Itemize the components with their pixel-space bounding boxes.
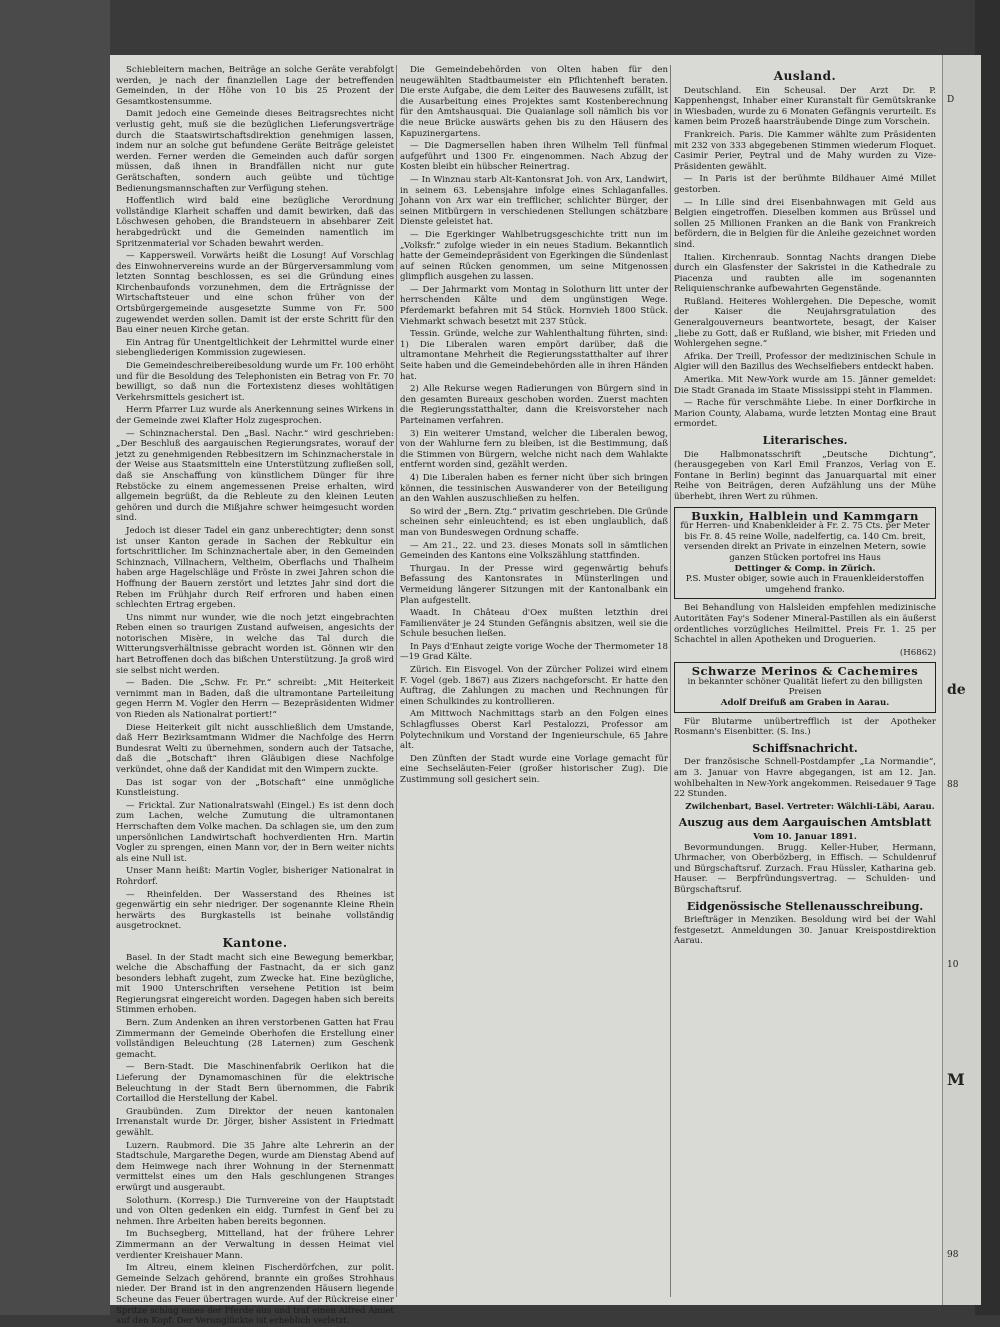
strip-fragment: 98: [947, 1250, 959, 1260]
article-paragraph: — Bern-Stadt. Die Maschinenfabrik Oerlikon hat die Lieferung der Dynamomaschinen für die elektrische Beleuchtung in der Stadt Bern übernommen, die Fabrik Cortaillod die Herstellung der Kabel.: [116, 1062, 394, 1105]
article-paragraph: 3) Ein weiterer Umstand, welcher die Liberalen bewog, von der Wahlurne fern zu bleiben, ist die Bestimmung, daß die Stimmen von Bürgern, welche nicht nach dem Wahlakte entfernt worden sind, gezählt werden.: [400, 428, 668, 471]
article-paragraph: Ein Antrag für Unentgeltlichkeit der Lehrmittel wurde einer siebengliederigen Kommission zugewiesen.: [116, 337, 394, 359]
article-paragraph: Bern. Zum Andenken an ihren verstorbenen Gatten hat Frau Zimmermann der Gemeinde Oberhofen die Erstellung einer vollständigen Beleuchtung (28 Laternen) zum Geschenk gemacht.: [116, 1018, 394, 1060]
column-right: [674, 65, 936, 1297]
article-paragraph: Deutschland. Ein Scheusal. Der Arzt Dr. P. Kappenhengst, Inhaber einer Kuranstalt für Gemütskranke in Wiesbaden, wurde zu 6 Monaten Gefängnis verurteilt. Es kamen beim Prozeß haarsträubende Dinge zum Vorschein.: [674, 85, 936, 128]
article-paragraph: Im Buchsegberg, Mittelland, hat der frühere Lehrer Zimmermann an der Verwaltung in dessen Heimat viel verdienter Kreishauer Mann.: [116, 1229, 394, 1261]
article-paragraph: — Baden. Die „Schw. Fr. Pr.“ schreibt: „Mit Heiterkeit vernimmt man in Baden, daß die ultramontane Parteileitung gegen Herrn M. Vogler den Herrn — Bezepräsidenten Widmer von Rieden als Nationalrat portiert!“: [116, 678, 394, 721]
article-paragraph: Amerika. Mit New-York wurde am 15. Jänner gemeldet: Die Stadt Granada im Staate Mississippi steht in Flammen.: [674, 375, 936, 396]
article-paragraph: Tessin. Gründe, welche zur Wahlenthaltung führten, sind: 1) Die Liberalen waren empört darüber, daß die ultramontane Mehrheit die Regierungsstatthalter auf ihrer Seite haben und die Gemeindebehörden alle in ihren Händen hat.: [400, 329, 668, 382]
ad-firm: Dettinger & Comp. in Zürich.: [734, 563, 876, 574]
article-paragraph: Die Gemeindebehörden von Olten haben für den neugewählten Stadtbaumeister ein Pflichtenheft beraten. Die erste Aufgabe, die dem Leiter des Bauwesens zufällt, ist die Ausarbeitung eines Projektes samt Kostenberechnung für den Amtshausquai. Die Quaianlage soll nämlich bis vor die neue Brücke auswärts gehen bis zu den Häusern des Kapuzinergartens.: [400, 65, 668, 139]
article-paragraph: Briefträger in Menziken. Besoldung wird bei der Wahl festgesetzt. Anmeldungen 30. Januar Kreispostdirektion Aarau.: [674, 915, 936, 947]
strip-fragment: 10: [947, 960, 959, 970]
article-paragraph: — Der Jahrmarkt vom Montag in Solothurn litt unter der herrschenden Kälte und dem ungünstigen Wege. Pferdemarkt befahren mit 54 Stück. Hornvieh 1800 Stück. Viehmarkt schwach besetzt mit 237 Stück.: [400, 284, 668, 327]
article-paragraph: Uns nimmt nur wunder, wie die noch jetzt eingebrachten Reben einen so traurigen Zustand aufweisen, angesichts der notorischen Misère, in welche das Tal durch die Witterungsverhältnisse gebracht worden ist. Gönnen wir den hart Betroffenen doch das bißchen Unterstützung. Ja groß wird sie selbst nicht werden.: [116, 612, 394, 676]
article-paragraph: Die Gemeindeschreibereibesoldung wurde um Fr. 100 erhöht und für die Besoldung des Telephonisten ein Betrag von Fr. 70 bewilligt, so daß nun die Fortexistenz dieses wohltätigen Verkehrsmittels gesichert ist.: [116, 361, 394, 403]
scan-background-left: [0, 0, 110, 1315]
article-paragraph: Thurgau. In der Presse wird gegenwärtig behufs Befassung des Kantonsrates in Münsterlingen und Vermeidung längerer Sitzungen mit der Kantonalbank ein Plan aufgestellt.: [400, 563, 668, 606]
article-paragraph: Frankreich. Paris. Die Kammer wählte zum Präsidenten mit 232 von 333 abgegebenen Stimmen wiederum Floquet. Casimir Perier, Peytral und de Mahy wurden zu Vize-Präsidenten gewählt.: [674, 129, 936, 172]
article-paragraph: Der französische Schnell-Postdampfer „La Normandie“, am 3. Januar von Havre abgegangen, ist am 12. Jan. wohlbehalten in New-York angekommen. Reisedauer 9 Tage 22 Stunden.: [674, 757, 936, 800]
article-paragraph: Am Mittwoch Nachmittags starb an den Folgen eines Schlagflusses Oberst Karl Pestalozzi, Professor am Polytechnikum und Vorstand der Ingenieurschule, 65 Jahre alt.: [400, 709, 668, 752]
article-paragraph: Unser Mann heißt: Martin Vogler, bisheriger Nationalrat in Rohrdorf.: [116, 866, 394, 887]
article-paragraph: — Rheinfelden. Der Wasserstand des Rheines ist gegenwärtig ein sehr niedriger. Der sogenannte Kleine Rhein herwärts des Burgkastells ist beinahe vollständig ausgetrocknet.: [116, 889, 394, 932]
section-heading-kantone: Kantone.: [222, 935, 288, 950]
article-paragraph: Graubünden. Zum Direktor der neuen kantonalen Irrenanstalt wurde Dr. Jörger, bisher Assistent in Friedmatt gewählt.: [116, 1106, 394, 1138]
article-paragraph: Das ist sogar von der „Botschaft“ eine unmögliche Kunstleistung.: [116, 777, 394, 799]
article-paragraph: — Die Egerkinger Wahlbetrugsgeschichte tritt nun im „Volksfr.“ zufolge wieder in ein neues Stadium. Bekanntlich hatte der Gemeindepräsident von Egerkingen die Sündenlast auf seinen Rücken genommen, um seine Mitgenossen glimpflich ausgehen zu lassen.: [400, 229, 668, 283]
section-heading-stellen: Eidgenössische Stellenausschreibung.: [686, 899, 924, 913]
ad-title: Schwarze Merinos & Cachemires: [691, 664, 919, 679]
article-paragraph: Bevormundungen. Brugg. Keller-Huber, Hermann, Uhrmacher, von Oberbözberg, in Effisch. — Schuldenruf und Bürgschaftsruf. Zurzach. Frau Hüssler, Katharina geb. Hauser. — Berpfründungsvertrag. — Schulden- und Bürgschaftsruf.: [674, 842, 936, 895]
ad-title: Buxkin, Halblein und Kammgarn: [691, 508, 919, 523]
article-paragraph: Jedoch ist dieser Tadel ein ganz unberechtigter; denn sonst ist unser Kanton gerade in Sachen der Rebkultur ein fortschrittlicher. Im Schinznachertale aber, in den Gemeinden Schinznach, Villnachern, Veltheim, Oberflachs und Thalheim haben arge Hagelschläge und Fröste in zwei Jahren schon die Hoffnung der Bauern zerstört und letztes Jahr sind dort die Reben im Frühjahr durch Reif erfroren und haben einen schlechten Ertrag ergeben.: [116, 525, 394, 611]
article-paragraph: — Kappersweil. Vorwärts heißt die Losung! Auf Vorschlag des Einwohnervereins wurde an der Bürgerversammlung vom letzten Sonntag beschlossen, es sei die Gründung eines Kirchenbaufonds vorzunehmen, dem die Erträgnisse der Wirtschaftsteuer und eine schon früher von der Ortsbürgergemeinde ausgesetzte Summe von Fr. 500 zugewendet werden sollen. Damit ist der erste Schritt für den Bau einer neuen Kirche getan.: [116, 251, 394, 336]
advertisement-text: Für Blutarme unübertrefflich ist der Apotheker Rosmann's Eisenbitter. (S. Ins.): [674, 716, 936, 738]
ad-body: für Herren- und Knabenkleider à Fr. 2. 75 Cts. per Meter bis Fr. 8. 45 reine Wolle, nadelfertig, ca. 140 Cm. breit, versenden direkt an Private in einzelnen Metern, sowie ganzen Stücken portofrei ins Haus: [680, 521, 930, 563]
section-heading-schiffsnachricht: Schiffsnachricht.: [752, 741, 858, 755]
column-left: [116, 65, 394, 1327]
article-paragraph: Schiebleitern machen, Beiträge an solche Geräte verabfolgt werden, je nach der finanziellen Lage der betreffenden Gemeinden, in der Höhe von 10 bis 25 Prozent der Gesamtkostensumme.: [116, 65, 394, 107]
article-paragraph: 4) Die Liberalen haben es ferner nicht über sich bringen können, die tessinischen Auswanderer von der Beteiligung an den Wahlen auszuschließen zu helfen.: [400, 472, 668, 505]
article-paragraph: Damit jedoch eine Gemeinde dieses Beitragsrechtes nicht verlustig geht, muß sie die bezüglichen Lieferungsverträge durch die Staatswirtschaftsdirektion genehmigen lassen, indem nur an solche gut befundene Geräte Beiträge geleistet werden. Ferner werden die Gemeinden auch dafür sorgen müssen, daß ihnen in Brandfällen nicht nur gute Gerätschaften, sondern auch geübte und tüchtige Bedienungsmannschaften zur Verfügung stehen.: [116, 109, 394, 194]
ad-note: P.S. Muster obiger, sowie auch in Frauenkleiderstoffen umgehend franko.: [685, 574, 925, 595]
article-paragraph: Herrn Pfarrer Luz wurde als Anerkennung seines Wirkens in der Gemeinde zwei Klafter Holz zugesprochen.: [116, 405, 394, 426]
article-paragraph: 2) Alle Rekurse wegen Radierungen von Bürgern sind in den gesamten Bureaux geschoben worden. Zuerst machten die Regierungsstatthalter, dann die Kreisvorsteher nach Parteinamen verfahren.: [400, 384, 668, 426]
advertisement-buxkin: [674, 507, 936, 600]
column-divider: [396, 65, 397, 1297]
advertisement-merinos: [674, 662, 936, 712]
article-paragraph: Den Zünften der Stadt wurde eine Vorlage gemacht für eine Sechseläuten-Feier (großer historischer Zug). Die Zustimmung soll gesichert sein.: [400, 753, 668, 785]
article-paragraph: — Schinznacherstal. Den „Basl. Nachr.“ wird geschrieben: „Der Beschluß des aargauischen Regierungsrates, worauf der jetzt zu genehmigenden Rebbesitzern im Schinznacherstale in der Weise aus Staatsmitteln eine Unterstützung zufließen soll, daß sie Anschaffung von künstlichem Dünger für ihre Rebstöcke zu einem angemessenen Preise erhalten, wird allgemein begrüßt, da die Rebleute zu den kleinen Leuten gehören und durch die Mißjahre schwer heimgesucht worden sind.: [116, 428, 394, 524]
article-paragraph: — Fricktal. Zur Nationalratswahl (Eingel.) Es ist denn doch zum Lachen, welche Zumutung die ultramontanen Herrschaften dem Volke machen. Da schlagen sie, um den zum unpersönlichen Landwirtschaft hochverdienten Hrn. Martin Vogler zu sprengen, einen Mann vor, der in Bern weiter nichts als eine Null ist.: [116, 800, 394, 864]
strip-fragment: M: [947, 1070, 965, 1089]
article-paragraph: Hoffentlich wird bald eine bezügliche Verordnung vollständige Klarheit schaffen und damit bewirken, daß das Löschwesen gehoben, die Brandsteuern in absehbarer Zeit herabgedrückt und die Gemeinden namentlich im Spritzenmaterial vor Schaden bewahrt werden.: [116, 196, 394, 249]
article-paragraph: Diese Heiterkeit gilt nicht ausschließlich dem Umstande, daß Herr Bezirksamtmann Widmer die Nachfolge des Herrn Bundesrat Welti zu übernehmen, sondern auch der Tatsache, daß die „Botschaft“ ihren Gläubigen diese Nachfolge verkündet, ohne daß der Kandidat mit den Wimpern zuckte.: [116, 722, 394, 775]
section-heading-literarisches: Literarisches.: [762, 434, 848, 447]
advertisement-text: Bei Behandlung von Halsleiden empfehlen medizinische Autoritäten Fay's Sodener Mineral-Pastillen als ein äußerst ordentliches vorzügliches Heilmittel. Preis Fr. 1. 25 per Schachtel in allen Apotheken und Droguerien.: [674, 603, 936, 646]
amtsblatt-date: Vom 10. Januar 1891.: [753, 832, 857, 842]
article-paragraph: In Pays d'Enhaut zeigte vorige Woche der Thermometer 18—19 Grad Kälte.: [400, 641, 668, 663]
article-paragraph: Waadt. In Château d'Oex mußten letzthin drei Familienväter je 24 Stunden Gefängnis absitzen, weil sie die Schule besuchen ließen.: [400, 608, 668, 640]
adjacent-page-strip: [942, 55, 981, 1305]
article-paragraph: Im Altreu, einem kleinen Fischerdörfchen, zur polit. Gemeinde Selzach gehörend, brannte ein großes Strohhaus nieder. Der Brand ist in den angrenzenden Häusern liegende Scheune das Feuer übertragen wurde. Auf der Rückreise einer Spritze schlug eines der Pferde aus und traf einen Alfred Amiet auf den Kopf. Der Verunglückte ist erheblich verletzt.: [116, 1263, 394, 1327]
article-paragraph: Basel. In der Stadt macht sich eine Bewegung bemerkbar, welche die Abschaffung der Fastnacht, da er sich ganz besonders lebhaft zugeht, zum Zwecke hat. Eine bezügliche, mit 1900 Unterschriften versehene Petition ist beim Regierungsrat eingereicht worden. Dagegen haben sich bereits Stimmen erhoben.: [116, 952, 394, 1016]
article-paragraph: — In Winznau starb Alt-Kantonsrat Joh. von Arx, Landwirt, in seinem 63. Lebensjahre infolge eines Schlaganfalles. Johann von Arx war ein trefflicher, schlichter Bürger, der seinen Mitbürgern in verschiedenen Stellungen schätzbare Dienste geleistet hat.: [400, 174, 668, 228]
article-paragraph: Zürich. Ein Eisvogel. Von der Zürcher Polizei wird einem F. Vogel (geb. 1867) aus Zizers nachgeforscht. Er hatte den Auftrag, die Zahlungen zu machen und Rechnungen für einen Schulkindes zu kontrollieren.: [400, 665, 668, 707]
column-divider: [670, 65, 671, 1297]
ad-firm: Adolf Dreifuß am Graben in Aarau.: [720, 698, 890, 709]
ad-code: (H6862): [899, 647, 936, 658]
article-paragraph: Italien. Kirchenraub. Sonntag Nachts drangen Diebe durch ein Glasfenster der Sakristei in die Kathedrale zu Piacenza und raubten alle im sogenannten Reliquienschranke aufbewahrten Gegenstände.: [674, 252, 936, 295]
article-paragraph: — In Paris ist der berühmte Bildhauer Aimé Millet gestorben.: [674, 174, 936, 195]
strip-fragment: D: [947, 95, 955, 105]
column-middle: [400, 65, 668, 1297]
article-paragraph: — Die Dagmersellen haben ihren Wilhelm Tell fünfmal aufgeführt und 1300 Fr. eingenommen. Nach Abzug der Kosten bleibt ein hübscher Reinertrag.: [400, 141, 668, 173]
article-paragraph: — Am 21., 22. und 23. dieses Monats soll in sämtlichen Gemeinden des Kantons eine Volkszählung stattfinden.: [400, 540, 668, 562]
article-paragraph: Luzern. Raubmord. Die 35 Jahre alte Lehrerin an der Stadtschule, Margarethe Degen, wurde am Dienstag Abend auf dem Heimwege nach ihrer Wohnung in der Sternenmatt vermittelst eines um den Hals geschlungenen Stranges erwürgt und ausgeraubt.: [116, 1140, 394, 1193]
article-paragraph: Rußland. Heiteres Wohlergehen. Die Depesche, womit der Kaiser die Neujahrsgratulation des Generalgouverneurs beantwortete, besagt, der Kaiser „liebe zu Gott, daß er Rußland, wie bisher, mit Frieden und Wohlergehen segne.“: [674, 296, 936, 350]
article-paragraph: — Rache für verschmähte Liebe. In einer Dorfkirche in Marion County, Alabama, wurde letzten Montag eine Braut ermordet.: [674, 398, 936, 430]
section-heading-amtsblatt: Auszug aus dem Aargauischen Amtsblatt: [678, 816, 932, 830]
article-paragraph: Die Halbmonatsschrift „Deutsche Dichtung“, (herausgegeben von Karl Emil Franzos, Verlag von E. Fontane in Berlin) beginnt das Januarquartal mit einer Reihe von Beiträgen, deren Aufzählung uns der Mühe überhebt, ihren Wert zu rühmen.: [674, 449, 936, 502]
article-paragraph: Afrika. Der Treill, Professor der medizinischen Schule in Algier will den Bazillus des Wechselfiebers entdeckt haben.: [674, 351, 936, 373]
strip-fragment: de: [947, 682, 966, 698]
article-paragraph: Solothurn. (Korresp.) Die Turnvereine von der Hauptstadt und von Olten gedenken ein eidg. Turnfest in Genf bei zu nehmen. Ihre Arbeiten haben bereits begonnen.: [116, 1195, 394, 1227]
strip-fragment: 88: [947, 780, 959, 790]
ad-body: in bekannter schöner Qualität liefert zu den billigsten Preisen: [687, 676, 923, 698]
article-paragraph: So wird der „Bern. Ztg.“ privatim geschrieben. Die Gründe scheinen sehr einleuchtend; es ist eben unglaublich, daß man von Bundeswegen Ordnung schaffe.: [400, 506, 668, 538]
newspaper-page: [110, 55, 980, 1327]
agency-line: Zwilchenbart, Basel. Vertreter: Wälchli-Läbi, Aarau.: [685, 801, 935, 812]
section-heading-ausland: Ausland.: [773, 69, 837, 83]
article-paragraph: — In Lille sind drei Eisenbahnwagen mit Geld aus Belgien eingetroffen. Dieselben kommen aus Brüssel und sollen 25 Millionen Franken an die Bank von Frankreich befördern, die in Belgien für die Anleihe gezeichnet worden sind.: [674, 197, 936, 250]
